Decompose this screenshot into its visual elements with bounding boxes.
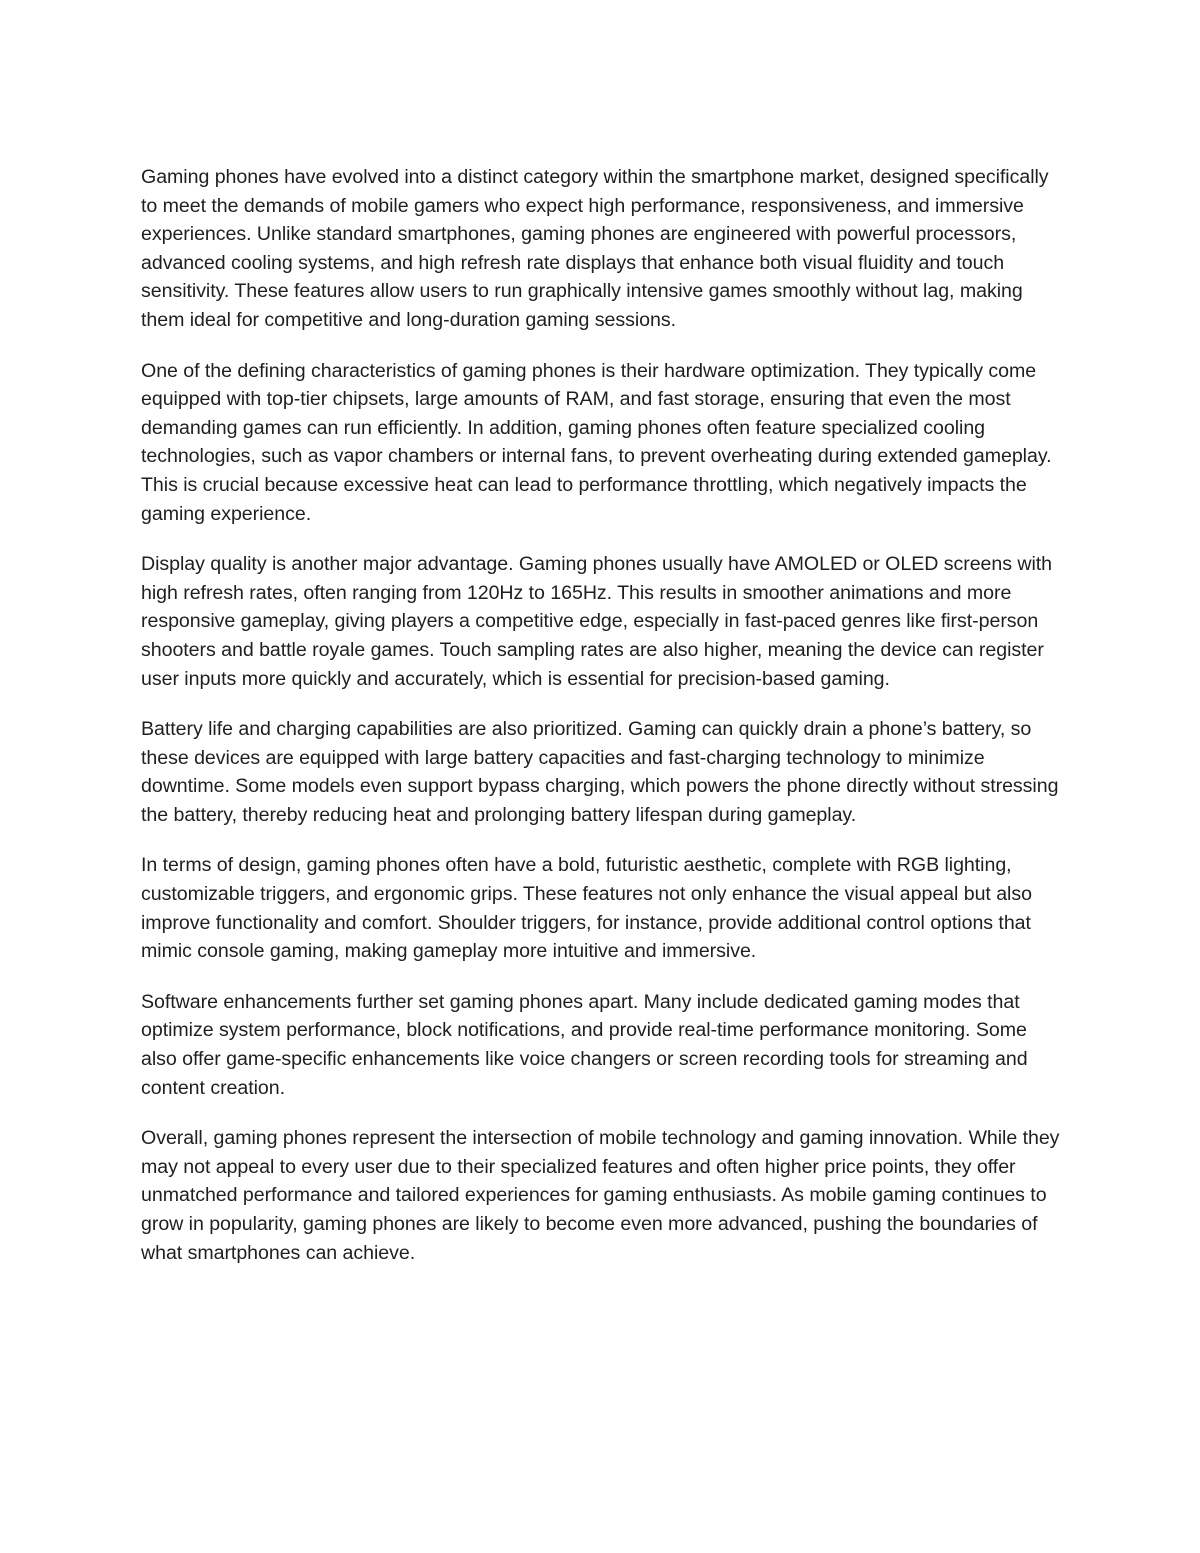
paragraph-design: In terms of design, gaming phones often have a bold, futuristic aesthetic, complete with RGB lighting, customizable triggers, and ergonomic grips. These features not only enhance the visual appeal but also improve functionality and comfort. Shoulder triggers, for instance, provide additional control options that mimic console gaming, making gameplay more intuitive and immersive.: [141, 854, 1032, 963]
paragraph-software: Software enhancements further set gaming phones apart. Many include dedicated gaming modes that optimize system performance, block notifications, and provide real-time performance monitoring. Some also offer game-specific enhancements like voice changers or screen recording tools for streaming and content creation.: [141, 990, 1028, 1099]
paragraph-hardware: One of the defining characteristics of gaming phones is their hardware optimization. They typically come equipped with top-tier chipsets, large amounts of RAM, and fast storage, ensuring that even the most demanding games can run efficiently. In addition, gaming phones often feature specialized cooling technologies, such as vapor chambers or internal fans, to prevent overheating during extended gameplay. This is crucial because excessive heat can lead to performance throttling, which negatively impacts the gaming experience.: [141, 359, 1052, 525]
paragraph-intro: Gaming phones have evolved into a distinct category within the smartphone market, designed specifically to meet the demands of mobile gamers who expect high performance, responsiveness, and immersive experiences. Unlike standard smartphones, gaming phones are engineered with powerful processors, advanced cooling systems, and high refresh rate displays that enhance both visual fluidity and touch sensitivity. These features allow users to run graphically intensive games smoothly without lag, making them ideal for competitive and long-duration gaming sessions.: [141, 166, 1049, 331]
paragraph-conclusion: Overall, gaming phones represent the intersection of mobile technology and gaming innovation. While they may not appeal to every user due to their specialized features and often higher price points, they offer unmatched performance and tailored experiences for gaming enthusiasts. As mobile gaming continues to grow in popularity, gaming phones are likely to become even more advanced, pushing the boundaries of what smartphones can achieve.: [141, 1127, 1060, 1264]
document-body: [141, 163, 1066, 1289]
paragraph-display: Display quality is another major advantage. Gaming phones usually have AMOLED or OLED screens with high refresh rates, often ranging from 120Hz to 165Hz. This results in smoother animations and more responsive gameplay, giving players a competitive edge, especially in fast-paced genres like first-person shooters and battle royale games. Touch sampling rates are also higher, meaning the device can register user inputs more quickly and accurately, which is essential for precision-based gaming.: [141, 553, 1053, 690]
paragraph-battery: Battery life and charging capabilities are also prioritized. Gaming can quickly drain a phone’s battery, so these devices are equipped with large battery capacities and fast-charging technology to minimize downtime. Some models even support bypass charging, which powers the phone directly without stressing the battery, thereby reducing heat and prolonging battery lifespan during gameplay.: [141, 718, 1059, 826]
